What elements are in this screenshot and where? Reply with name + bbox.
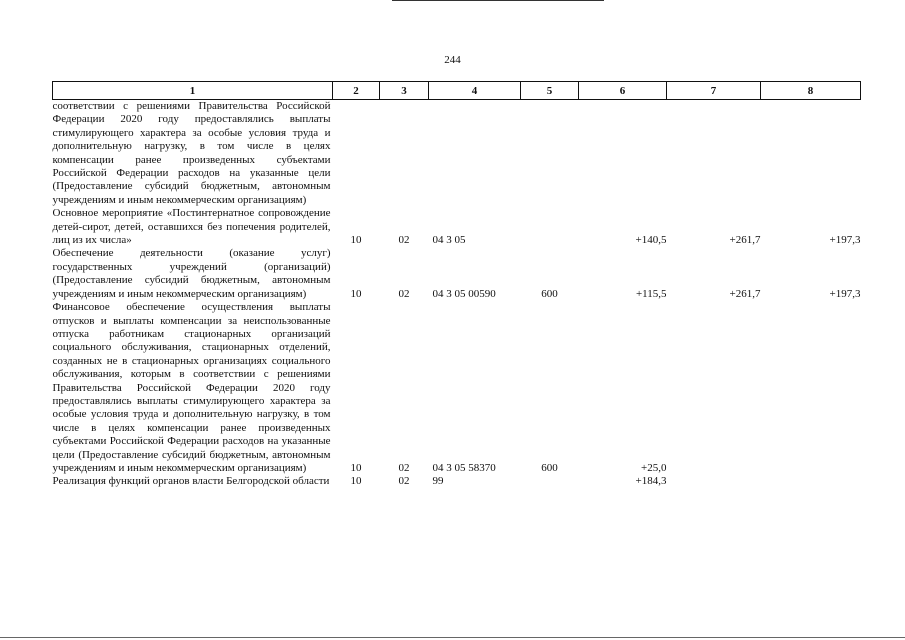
- table-row: [53, 207, 861, 247]
- row-section: [333, 100, 380, 208]
- row-value-col8: +197,3: [829, 287, 861, 300]
- row-value-col7: [667, 301, 761, 475]
- table-row: [53, 247, 861, 301]
- table-row: [53, 475, 861, 488]
- top-rule: [392, 0, 604, 1]
- row-description: Финансовое обеспечение осуществления выплаты отпусков и выплаты компенсации за неиспользованные отпуска работникам стационарных организаций социального обслуживания, стационарных отделений, созданных не в стационарных организациях социального обслуживания, которым в соответствии с решениями Правительства Российской Федерации 2020 году предоставлялись выплаты стимулирующего характера за особые условия труда и дополнительную нагрузку, в том числе в целях компенсации ранее произведенных субъектами Российской Федерации расходов на указанные цели (Предоставление субсидий бюджетным, автономным учреждениям и иным некоммерческим организациям): [52, 301, 331, 474]
- header-col-1: 1: [53, 82, 333, 100]
- row-value-col6: +25,0: [641, 461, 667, 474]
- row-subsection: 02: [398, 461, 410, 474]
- table-body: [53, 100, 861, 489]
- row-description: Реализация функций органов власти Белгородской области: [52, 475, 330, 488]
- table-header: [53, 82, 861, 100]
- row-description: Основное мероприятие «Постинтернатное сопровождение детей-сирот, детей, оставшихся без попечения родителей, лиц из их числа»: [52, 207, 331, 247]
- header-col-5: 5: [521, 82, 579, 100]
- bottom-rule: [0, 637, 905, 638]
- row-section: 10: [350, 234, 362, 247]
- row-subsection: 02: [398, 475, 410, 488]
- row-section: 10: [350, 287, 362, 300]
- row-value-col8: [761, 475, 861, 488]
- row-description: Обеспечение деятельности (оказание услуг) государственных учреждений (организаций) (Предоставление субсидий бюджетным, автономным учреждениям и иным некоммерческим организациям): [52, 247, 331, 300]
- row-value-col6: [579, 100, 667, 208]
- row-value-col6: +115,5: [635, 287, 667, 300]
- row-target-article: [429, 100, 521, 208]
- row-expense-type: 600: [541, 287, 558, 300]
- header-row: [53, 82, 861, 100]
- row-expense-type: 600: [541, 461, 558, 474]
- row-value-col7: [667, 475, 761, 488]
- header-col-2: 2: [333, 82, 380, 100]
- row-target-article: 04 3 05 00590: [432, 287, 496, 300]
- header-col-8: 8: [761, 82, 861, 100]
- row-target-article: 04 3 05: [432, 234, 466, 247]
- row-section: 10: [350, 461, 362, 474]
- row-expense-type: [521, 100, 579, 208]
- row-value-col8: [761, 100, 861, 208]
- row-expense-type: [521, 207, 579, 247]
- page-number: 244: [444, 54, 461, 66]
- row-value-col8: [761, 301, 861, 475]
- row-subsection: 02: [398, 287, 410, 300]
- row-subsection: 02: [398, 234, 410, 247]
- row-value-col7: [667, 100, 761, 208]
- header-col-3: 3: [380, 82, 429, 100]
- row-value-col6: +184,3: [635, 475, 667, 488]
- row-target-article: 04 3 05 58370: [432, 461, 496, 474]
- row-value-col8: +197,3: [829, 234, 861, 247]
- row-section: 10: [350, 475, 362, 488]
- header-col-4: 4: [429, 82, 521, 100]
- row-target-article: 99: [432, 475, 444, 488]
- table-row: [53, 100, 861, 208]
- row-value-col7: +261,7: [729, 234, 761, 247]
- row-description: соответствии с решениями Правительства Российской Федерации 2020 году предоставлялись выплаты стимулирующего характера за особые условия труда и дополнительную нагрузку, в том числе в целях компенсации ранее произведенных субъектами Российской Федерации расходов на указанные цели (Предоставление субсидий бюджетным, автономным учреждениям и иным некоммерческим организациям): [52, 100, 331, 206]
- row-expense-type: [521, 475, 579, 488]
- header-col-6: 6: [579, 82, 667, 100]
- row-subsection: [380, 100, 429, 208]
- header-col-7: 7: [667, 82, 761, 100]
- row-value-col6: +140,5: [635, 234, 667, 247]
- budget-table: [52, 81, 861, 489]
- row-value-col7: +261,7: [729, 287, 761, 300]
- table-row: [53, 301, 861, 475]
